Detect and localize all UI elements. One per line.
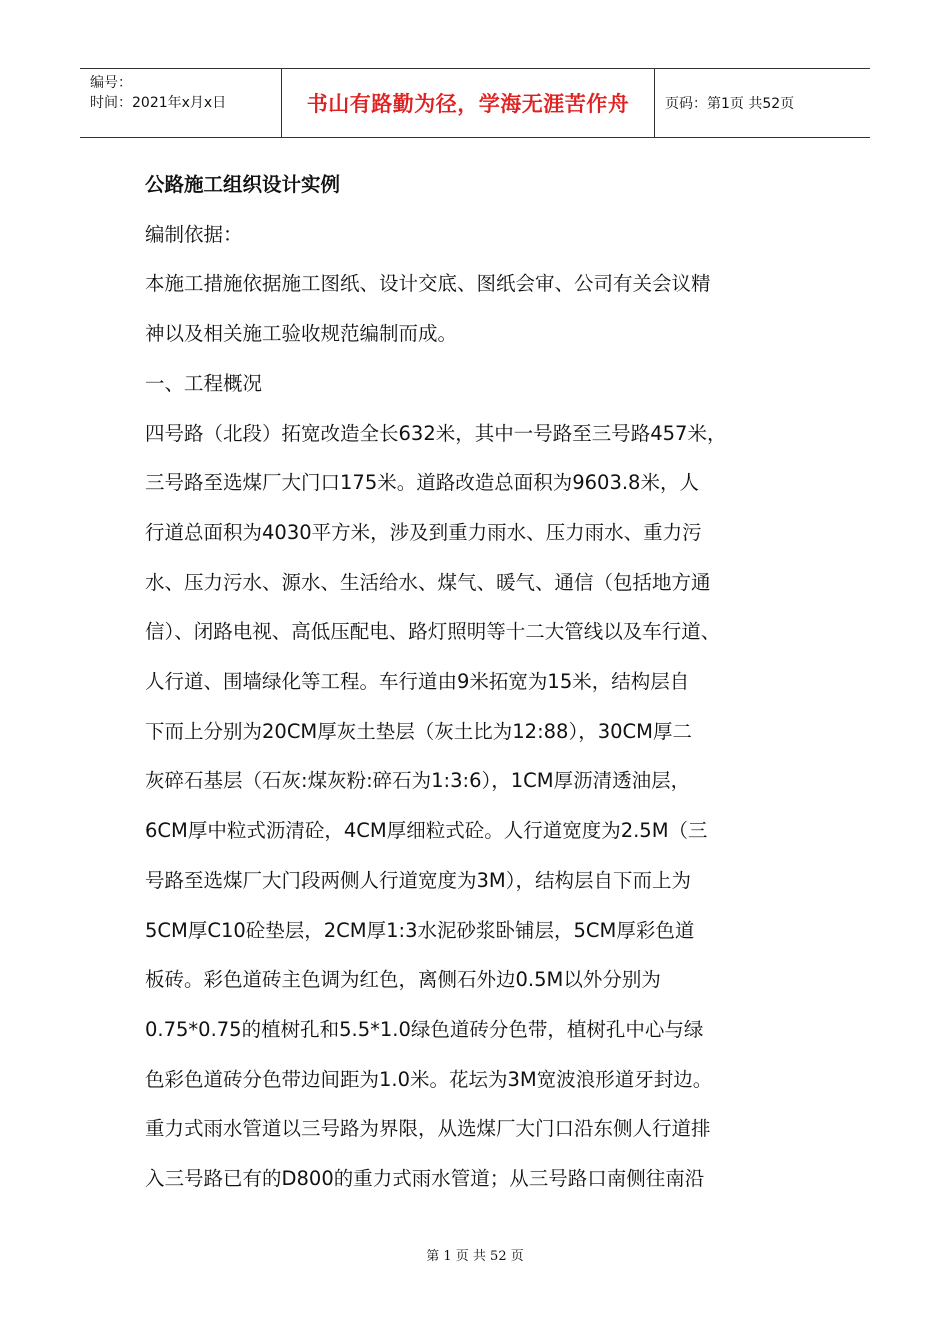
- body-line: 人行道、围墙绿化等工程。车行道由9米拓宽为15米，结构层自: [145, 670, 690, 694]
- body-line: 入三号路已有的D800的重力式雨水管道；从三号路口南侧往南沿: [145, 1167, 705, 1191]
- body-line: 色彩色道砖分色带边间距为1.0米。花坛为3M宽波浪形道牙封边。: [145, 1067, 713, 1091]
- body-line: 信）、闭路电视、高低压配电、路灯照明等十二大管线以及车行道、: [145, 620, 721, 644]
- body-line: 重力式雨水管道以三号路为界限，从选煤厂大门口沿东侧人行道排: [145, 1117, 711, 1141]
- body-line: 板砖。彩色道砖主色调为红色，离侧石外边0.5M以外分别为: [145, 968, 661, 992]
- body-line: 神以及相关施工验收规范编制而成。: [145, 322, 458, 346]
- body-line: 编制依据：: [145, 222, 243, 246]
- section-heading: 一、工程概况: [145, 371, 263, 395]
- header-page-info: 页码：第1页 共52页: [665, 96, 795, 112]
- page-header: [80, 68, 870, 138]
- body-line: 本施工措施依据施工图纸、设计交底、图纸会审、公司有关会议精: [145, 272, 711, 296]
- body-line: 5CM厚C10砼垫层，2CM厚1:3水泥砂浆卧铺层，5CM厚彩色道: [145, 918, 695, 942]
- document-body: [145, 160, 825, 1204]
- document-number-label: 编号：: [90, 75, 132, 91]
- body-line: 0.75*0.75的植树孔和5.5*1.0绿色道砖分色带，植树孔中心与绿: [145, 1017, 704, 1041]
- body-line: 6CM厚中粒式沥清砼，4CM厚细粒式砼。人行道宽度为2.5M（三: [145, 819, 708, 843]
- body-line: 号路至选煤厂大门段两侧人行道宽度为3M），结构层自下而上为: [145, 868, 691, 892]
- body-line: 下而上分别为20CM厚灰土垫层（灰土比为12:88），30CM厚二: [145, 719, 692, 743]
- body-line: 三号路至选煤厂大门口175米。道路改造总面积为9603.8米，人: [145, 471, 699, 495]
- body-line: 行道总面积为4030平方米，涉及到重力雨水、压力雨水、重力污: [145, 520, 702, 544]
- body-line: 灰碎石基层（石灰:煤灰粉:碎石为1:3:6），1CM厚沥清透油层，: [145, 769, 691, 793]
- document-title: 公路施工组织设计实例: [145, 173, 341, 196]
- body-line: 水、压力污水、源水、生活给水、煤气、暖气、通信（包括地方通: [145, 570, 711, 594]
- body-line: 四号路（北段）拓宽改造全长632米，其中一号路至三号路457米，: [145, 421, 727, 445]
- header-motto: 书山有路勤为径，学海无涯苦作舟: [282, 69, 655, 137]
- document-time-label: 时间：2021年x月x日: [90, 95, 227, 111]
- header-meta: [80, 69, 282, 137]
- page-footer: 第 1 页 共 52 页: [426, 1249, 524, 1264]
